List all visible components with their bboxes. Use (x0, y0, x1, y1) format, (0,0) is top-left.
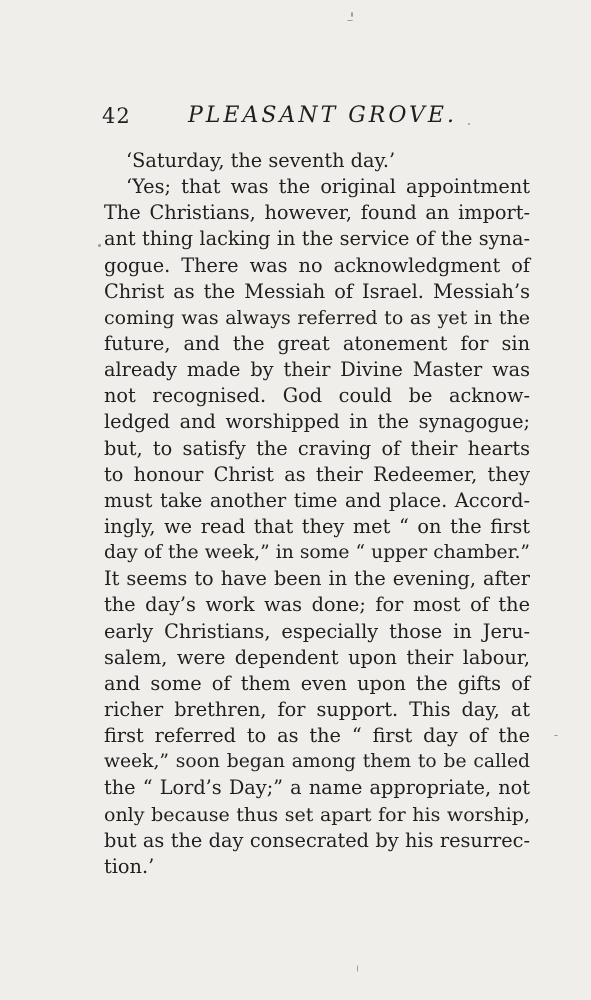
text-line: ledged and worshipped in the synagogue; (104, 410, 530, 434)
speck (351, 12, 353, 17)
text-line: not recognised. God could be acknow- (104, 384, 530, 408)
text-line: first referred to as the “ first day of the (104, 724, 530, 748)
text-line: ant thing lacking in the service of the syna- (104, 227, 530, 251)
running-title: PLEASANT GROVE. (188, 103, 457, 128)
text-line: only because thus set apart for his worship, (104, 803, 530, 826)
page-number: 42 (102, 104, 131, 128)
text-line: ‘Yes; that was the original appointment (126, 175, 530, 199)
text-line: ‘Saturday, the seventh day.’ (126, 149, 396, 172)
text-line: richer brethren, for support. This day, at (104, 697, 530, 721)
speck (554, 735, 558, 736)
text-line: the “ Lord’s Day;” a name appropriate, not (104, 776, 530, 800)
text-line: week,” soon began among them to be called (104, 751, 530, 773)
text-line: salem, were dependent upon their labour, (104, 645, 530, 669)
text-line: future, and the great atonement for sin (104, 331, 530, 355)
body-text (104, 148, 530, 880)
text-line: must take another time and place. Accord- (104, 488, 530, 512)
text-line: tion.’ (104, 854, 155, 878)
speck (357, 965, 358, 972)
text-line: day of the week,” in some “ upper chamber.” (104, 542, 530, 564)
speck (347, 20, 353, 21)
text-line: It seems to have been in the evening, after (104, 567, 530, 591)
page-header (102, 104, 522, 134)
text-line: ingly, we read that they met “ on the first (104, 514, 530, 538)
text-line: and some of them even upon the gifts of (104, 671, 530, 695)
speck (98, 244, 101, 247)
text-line: early Christians, especially those in Jeru- (104, 619, 530, 643)
text-line: to honour Christ as their Redeemer, they (104, 462, 530, 486)
text-line: the day’s work was done; for most of the (104, 593, 530, 617)
text-line: coming was always referred to as yet in the (104, 306, 530, 329)
text-line: but, to satisfy the craving of their hearts (104, 436, 530, 460)
text-line: Christ as the Messiah of Israel. Messiah’s (104, 279, 530, 303)
text-line: gogue. There was no acknowledgment of (104, 253, 530, 277)
text-line: already made by their Divine Master was (104, 358, 530, 382)
text-line: The Christians, however, found an import- (104, 201, 530, 225)
text-line: but as the day consecrated by his resurrec- (104, 828, 530, 852)
